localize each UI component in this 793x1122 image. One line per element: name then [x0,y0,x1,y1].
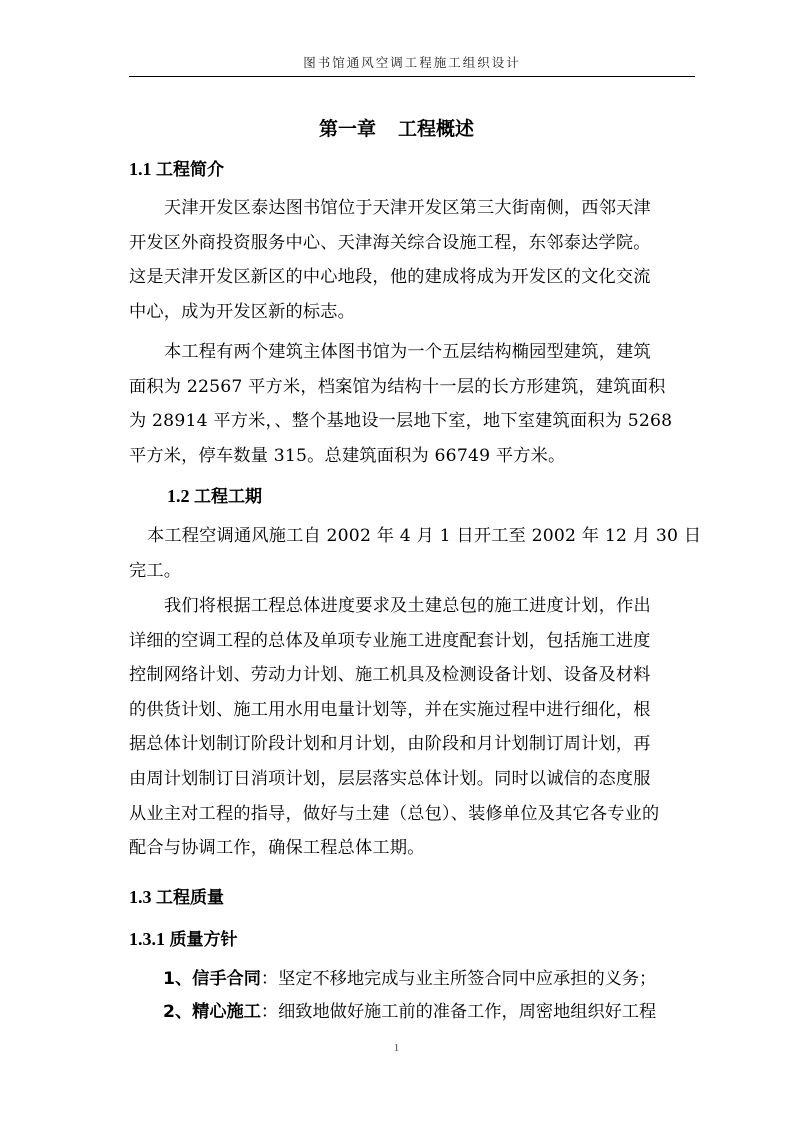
text-line: 详细的空调工程的总体及单项专业施工进度配套计划，包括施工进度 [129,630,651,651]
item-index: 1、 [163,969,193,989]
section-title: 工程简介 [156,160,224,180]
text-line: 据总体计划制订阶段计划和月计划，由阶段和月计划制订周计划，再 [129,734,651,755]
text-line: 天津开发区泰达图书馆位于天津开发区第三大街南侧，西邻天津 [164,198,651,218]
section-heading-1-3 [129,885,224,910]
text-line: 为 28914 平方米，、整个基地设一层地下室，地下室建筑面积为 5268 [129,411,673,432]
text-line: 我们将根据工程总体进度要求及土建总包的施工进度计划，作出 [164,596,651,616]
text-line: 完工。 [129,560,182,581]
section-heading-1-1 [129,157,224,182]
text-line: 平方米，停车数量 315。总建筑面积为 66749 平方米。 [129,445,566,466]
section-heading-1-3-1 [129,927,238,952]
text-line: 本工程有两个建筑主体图书馆为一个五层结构椭园型建筑，建筑 [164,342,651,362]
document-title: 图书馆通风空调工程施工组织设计 [303,55,521,70]
chapter-number: 第一章 [318,118,376,140]
text-line: 本工程空调通风施工自 2002 年 4 月 1 日开工至 2002 年 12 月 30 日 [147,526,702,546]
text-line: 面积为 22567 平方米，档案馆为结构十一层的长方形建筑，建筑面积 [129,376,666,397]
paragraph-schedule [129,519,702,588]
text-line: 开发区外商投资服务中心、天津海关综合设施工程，东邻泰达学院。 [129,232,651,253]
text-line: 控制网络计划、劳动力计划、施工机具及检测设备计划、设备及材料 [129,665,651,686]
section-number: 1.3 [129,887,152,907]
chapter-name: 工程概述 [398,118,475,140]
page-header [129,54,695,77]
section-number: 1.1 [129,159,152,179]
text-line: 从业主对工程的指导，做好与土建（总包）、装修单位及其它各专业的 [129,803,660,824]
quality-policy-item-1 [163,967,698,991]
text-line: 配合与协调工作，确保工程总体工期。 [129,838,425,859]
section-heading-1-2 [167,484,262,509]
text-line: 的供货计划、施工用水用电量计划等，并在实施过程中进行细化，根 [129,699,651,720]
page-number: 1 [393,1042,400,1054]
text-line: 中心，成为开发区新的标志。 [129,301,356,322]
item-text: ：细致地做好施工前的准备工作，周密地组织好工程 [260,1002,657,1022]
section-title: 工程工期 [194,487,262,507]
item-label: 精心施工 [192,1002,261,1022]
item-text: ：坚定不移地完成与业主所签合同中应承担的义务； [260,969,657,989]
section-number: 1.2 [167,486,190,506]
quality-policy-item-2 [163,1000,698,1024]
section-title: 质量方针 [169,930,238,950]
item-label: 信手合同 [192,969,261,989]
chapter-title [0,116,793,142]
paragraph-intro-buildings [129,335,697,473]
item-index: 2、 [163,1002,193,1022]
paragraph-intro-location [129,191,697,329]
paragraph-schedule-plan [129,589,697,866]
text-line: 这是天津开发区新区的中心地段，他的建成将成为开发区的文化交流 [129,267,651,288]
text-line: 由周计划制订日消项计划，层层落实总体计划。同时以诚信的态度服 [129,768,651,789]
section-title: 工程质量 [156,888,224,908]
section-number: 1.3.1 [129,929,165,949]
